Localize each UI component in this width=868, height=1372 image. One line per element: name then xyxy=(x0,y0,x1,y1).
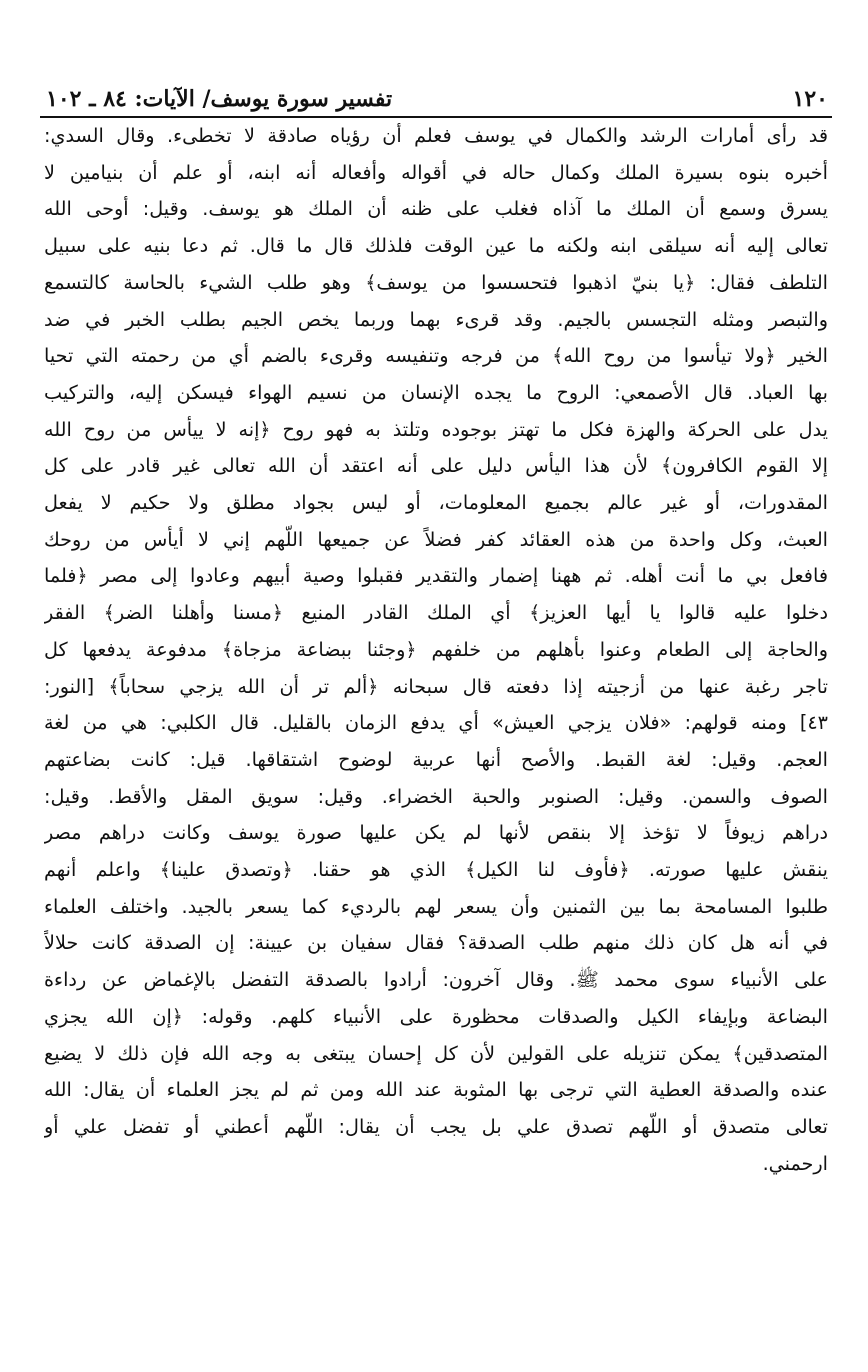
text-line: ينقش عليها صورته. ﴿فأوف لنا الكيل﴾ الذي هو حقنا. ﴿وتصدق علينا﴾ واعلم أنهم xyxy=(44,858,828,882)
tafsir-body-text xyxy=(44,118,828,1182)
text-line: التلطف فقال: ﴿يا بنيّ اذهبوا فتحسسوا من يوسف﴾ وهو طلب الشيء بالحاسة كالتسمع xyxy=(44,270,828,294)
text-line: فافعل بي ما أنت أهله. ثم ههنا إضمار والتقدير فقبلوا وصية أبيهم وعادوا إلى مصر ﴿فلما xyxy=(44,564,828,588)
text-line: الخير ﴿ولا تيأسوا من روح الله﴾ من فرجه وتنفيسه وقرىء بالضم أي من رحمته التي تحيا xyxy=(44,344,828,368)
text-line: في أنه هل كان ذلك منهم طلب الصدقة؟ فقال سفيان بن عيينة: إن الصدقة كانت حلالاً xyxy=(44,931,828,955)
text-line: على الأنبياء سوى محمد ﷺ. وقال آخرون: أرادوا بالصدقة التفضل بالإغماض عن رداءة xyxy=(44,968,828,992)
text-line: يسرق وسمع أن الملك ما آذاه فغلب على ظنه أن الملك هو يوسف. وقيل: أوحى الله xyxy=(44,197,828,221)
page-number: ١٢٠ xyxy=(792,86,828,112)
text-line: دراهم زيوفاً لا تؤخذ إلا بنقص لأنها لم يكن عليها صورة يوسف وكانت دراهم مصر xyxy=(44,821,828,845)
text-line: الصوف والسمن. وقيل: الصنوبر والحبة الخضراء. وقيل: سويق المقل والأقط. وقيل: xyxy=(44,784,828,808)
text-line: بها العباد. قال الأصمعي: الروح ما يجده الإنسان من نسيم الهواء فيسكن إليه، والتركيب xyxy=(44,380,828,404)
text-line: إلا القوم الكافرون﴾ لأن هذا اليأس دليل على أنه اعتقد أن الله تعالى غير قادر على كل xyxy=(44,454,828,478)
text-line: العبث، وكل واحدة من هذه العقائد كفر فضلاً عن جميعها اللّهم إني لا أيأس من روحك xyxy=(44,527,828,551)
text-line: ٤٣] ومنه قولهم: «فلان يزجي العيش» أي يدفع الزمان بالقليل. قال الكلبي: هي من لغة xyxy=(44,711,828,735)
text-line: أخبره بنوه بسيرة الملك وكمال حاله في أقواله وأفعاله أنه ابنه، أو علم أن بنيامين لا xyxy=(44,160,828,184)
text-line: طلبوا المسامحة بما بين الثمنين وأن يسعر لهم بالرديء كما يسعر بالجيد. واختلف العلماء xyxy=(44,894,828,918)
text-line: قد رأى أمارات الرشد والكمال في يوسف فعلم أن رؤياه صادقة لا تخطىء. وقال السدي: xyxy=(44,124,828,147)
text-line: المتصدقين﴾ يمكن تنزيله على القولين لأن كل إحسان يبتغى به وجه الله فإن ذلك لا يضيع xyxy=(44,1041,828,1065)
text-line: تعالى متصدق أو اللّهم تصدق علي بل يجب أن يقال: اللّهم أعطني أو تفضل علي أو xyxy=(44,1114,828,1138)
text-line: عنده والصدقة العطية التي ترجى بها المثوبة عند الله ومن ثم لم يجز العلماء أن يقال: الله xyxy=(44,1078,828,1102)
text-line: البضاعة وبإيفاء الكيل والصدقات محظورة على الأنبياء كلهم. وقوله: ﴿إن الله يجزي xyxy=(44,1004,828,1028)
text-line: ارحمني. xyxy=(762,1151,828,1175)
text-line: والحاجة إلى الطعام وعنوا بأهلهم من خلفهم ﴿وجئنا ببضاعة مزجاة﴾ مدفوعة يدفعها كل xyxy=(44,637,828,661)
page-header xyxy=(46,72,828,112)
text-line: دخلوا عليه قالوا يا أيها العزيز﴾ أي الملك القادر المنيع ﴿مسنا وأهلنا الضر﴾ الفقر xyxy=(44,601,828,625)
text-line: المقدورات، أو غير عالم بجميع المعلومات، أو ليس بجواد مطلق ولا حكيم لا يفعل xyxy=(44,491,828,515)
text-line: العجم. وقيل: لغة القبط. والأصح أنها عربية لوضوح اشتقاقها. قيل: كانت بضاعتهم xyxy=(44,747,828,771)
text-line: تعالى إليه أنه سيلقى ابنه ولكنه ما عين الوقت فلذلك قال ما قال. ثم دعا بنيه على سبيل xyxy=(44,234,828,258)
running-title: تفسير سورة يوسف/ الآيات: ٨٤ ـ ١٠٢ xyxy=(46,86,393,112)
text-line: والتبصر ومثله التجسس بالجيم. وقد قرىء بهما وربما يخص الجيم بطلب الخبر في ضد xyxy=(44,307,828,331)
text-line: يدل على الحركة والهزة فكل ما تهتز بوجوده وتلتذ به فهو روح ﴿إنه لا ييأس من روح الله xyxy=(44,417,828,441)
text-line: تاجر رغبة عنها من أزجيته إذا دفعته قال سبحانه ﴿ألم تر أن الله يزجي سحاباً﴾ [النور: xyxy=(44,674,828,698)
